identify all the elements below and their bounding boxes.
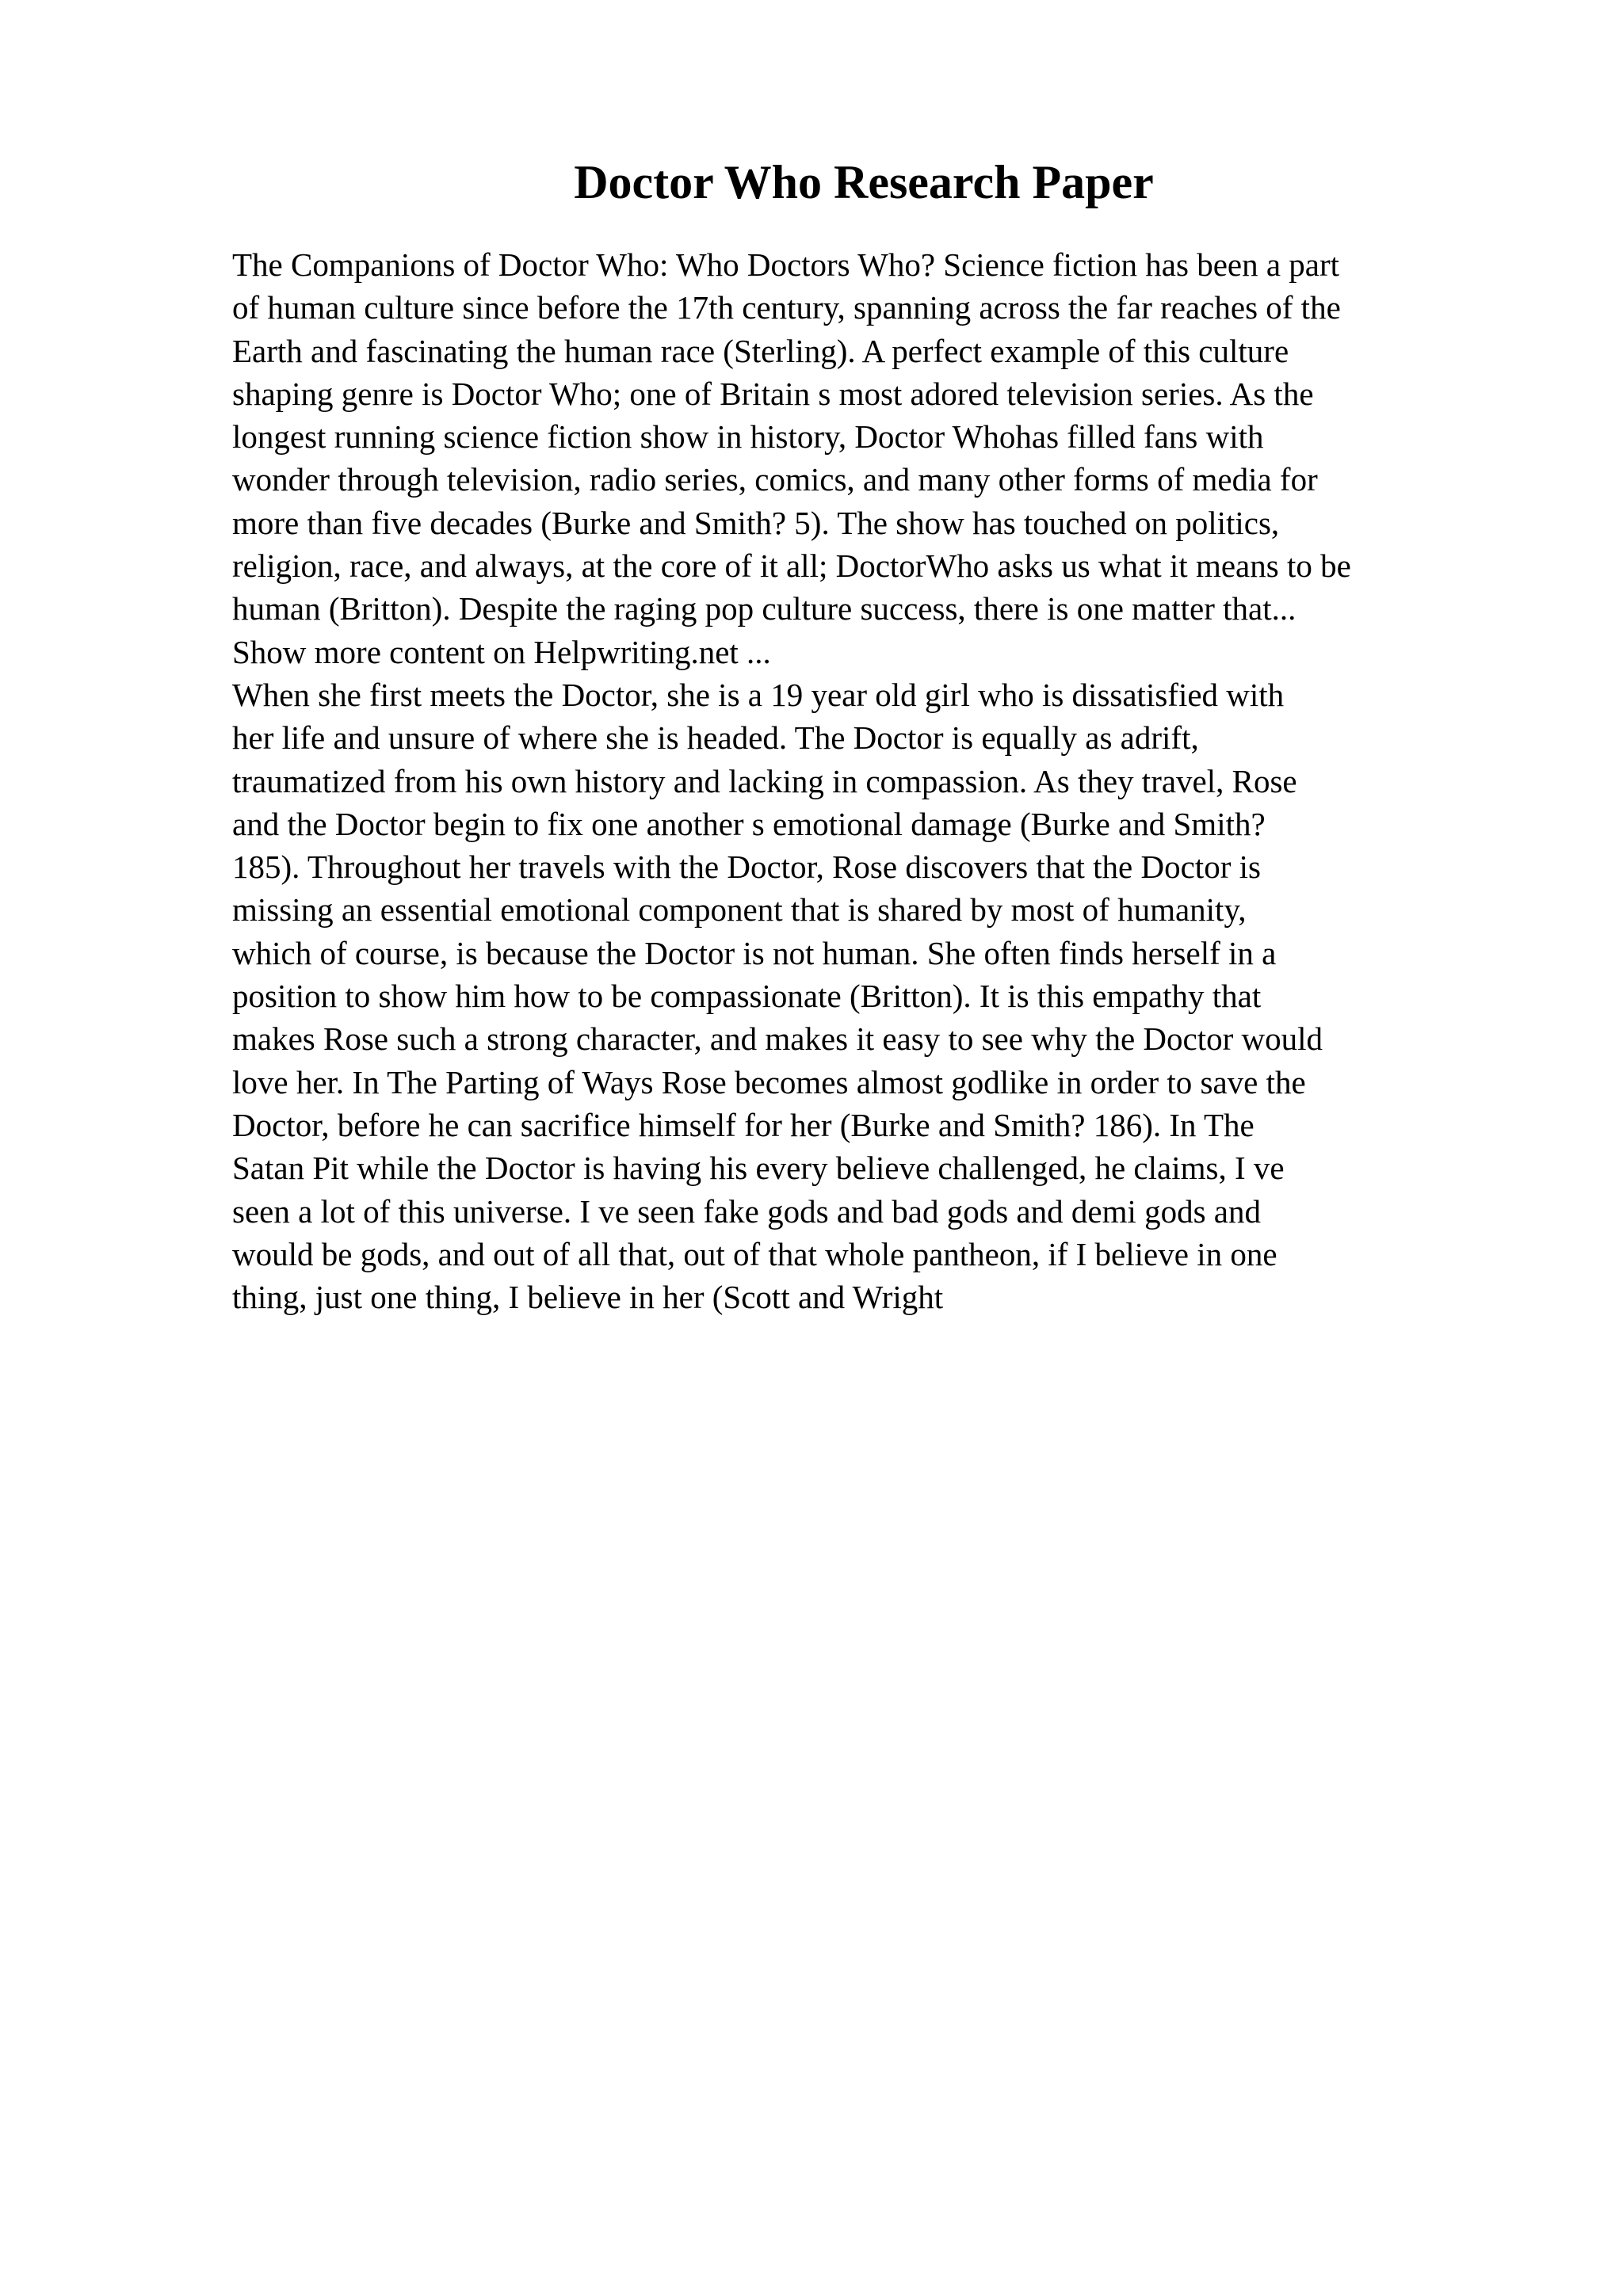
body-line: wonder through television, radio series, comics, and many other forms of media for [232, 461, 1318, 498]
body-line: 185). Throughout her travels with the Doctor, Rose discovers that the Doctor is [232, 849, 1261, 886]
body-line: love her. In The Parting of Ways Rose becomes almost godlike in order to save the [232, 1063, 1306, 1100]
body-line: more than five decades (Burke and Smith? 5). The show has touched on politics, [232, 504, 1280, 541]
body-line: Doctor, before he can sacrifice himself for her (Burke and Smith? 186). In The [232, 1106, 1254, 1143]
body-line: The Companions of Doctor Who: Who Doctors Who? Science fiction has been a part [232, 246, 1340, 283]
body-line: Satan Pit while the Doctor is having his every believe challenged, he claims, I ve [232, 1150, 1285, 1187]
body-line: makes Rose such a strong character, and makes it easy to see why the Doctor would [232, 1020, 1323, 1058]
body-line: would be gods, and out of all that, out of that whole pantheon, if I believe in one [232, 1235, 1277, 1272]
document-title: Doctor Who Research Paper [574, 156, 1154, 208]
body-line: Earth and fascinating the human race (Sterling). A perfect example of this culture [232, 332, 1289, 369]
document-body [232, 243, 1532, 1318]
show-more-line: Show more content on Helpwriting.net ... [232, 633, 771, 670]
body-line: human (Britton). Despite the raging pop culture success, there is one matter that... [232, 590, 1296, 627]
body-line: and the Doctor begin to fix one another s emotional damage (Burke and Smith? [232, 805, 1266, 842]
body-line: position to show him how to be compassionate (Britton). It is this empathy that [232, 978, 1262, 1015]
body-line: thing, just one thing, I believe in her (Scott and Wright [232, 1279, 944, 1316]
body-line: religion, race, and always, at the core of it all; DoctorWho asks us what it means to be [232, 547, 1351, 585]
body-line: seen a lot of this universe. I ve seen fake gods and bad gods and demi gods and [232, 1192, 1262, 1230]
body-line: longest running science fiction show in history, Doctor Whohas filled fans with [232, 418, 1264, 456]
body-line: When she first meets the Doctor, she is a 19 year old girl who is dissatisfied with [232, 676, 1285, 713]
body-line: her life and unsure of where she is headed. The Doctor is equally as adrift, [232, 719, 1199, 757]
body-line: which of course, is because the Doctor is not human. She often finds herself in a [232, 934, 1277, 971]
body-line: missing an essential emotional component that is shared by most of humanity, [232, 891, 1247, 929]
body-line: shaping genre is Doctor Who; one of Britain s most adored television series. As the [232, 375, 1314, 412]
body-line: traumatized from his own history and lacking in compassion. As they travel, Rose [232, 762, 1297, 799]
body-line: of human culture since before the 17th century, spanning across the far reaches of the [232, 289, 1341, 326]
